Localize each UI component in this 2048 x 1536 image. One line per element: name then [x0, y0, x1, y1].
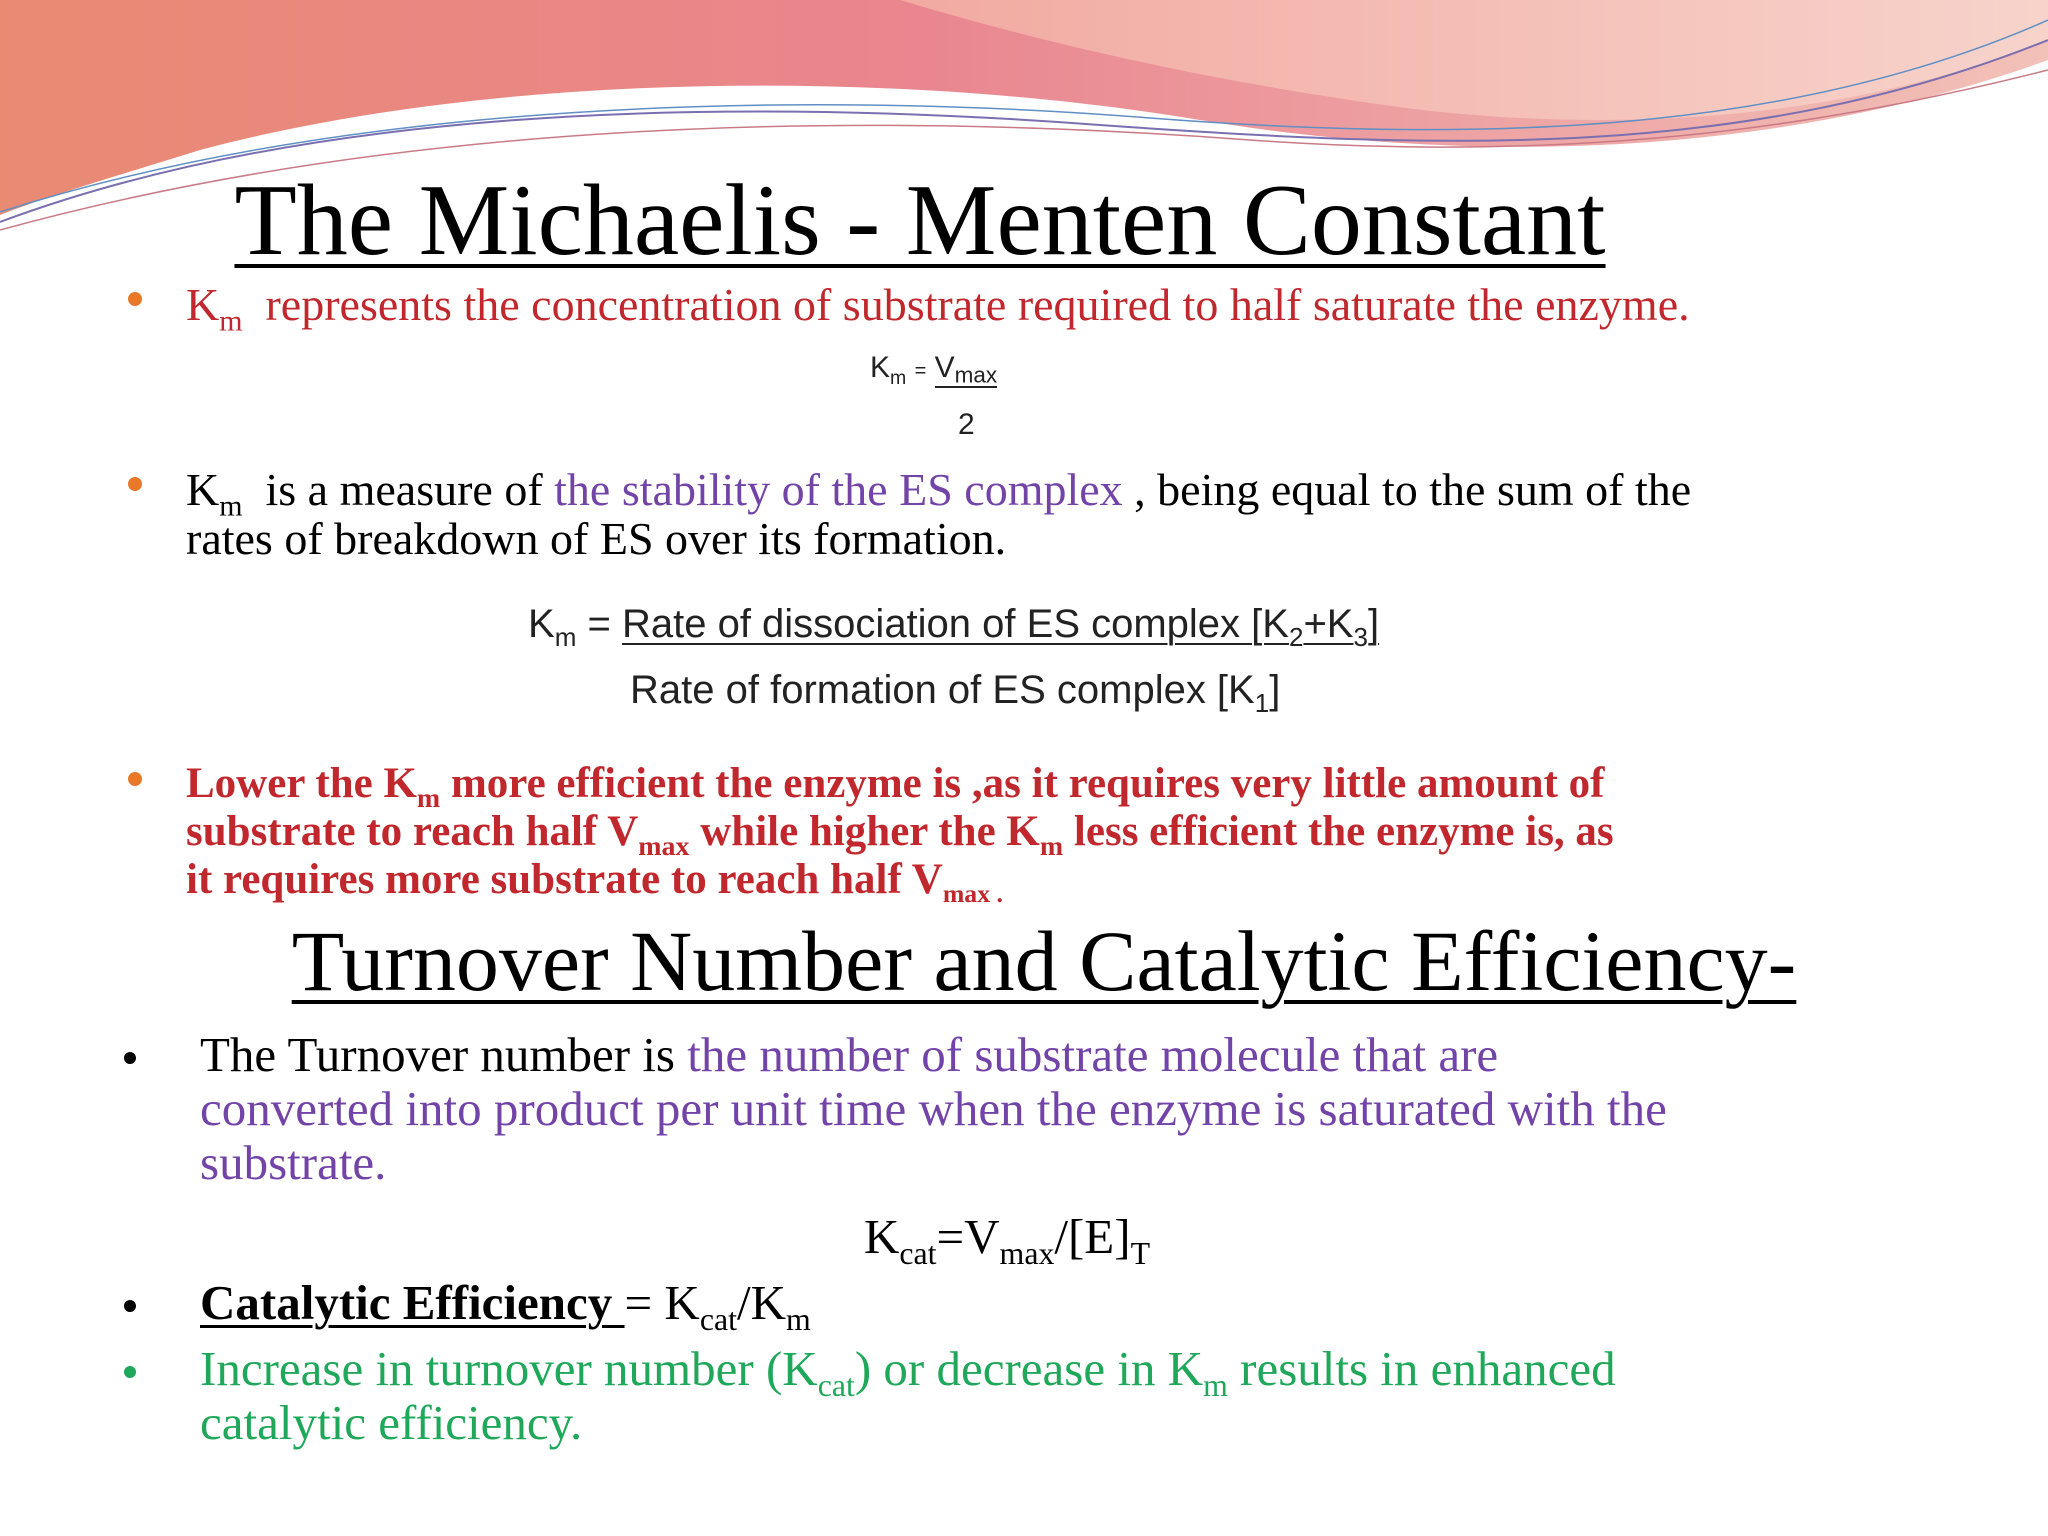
bullet-dot [128, 477, 142, 491]
efficiency-increase: Increase in turnover number $(K_{cat})$ or decrease in $K_m$ results in enhanced catalytic efficiency. [200, 1341, 1616, 1450]
formula-km-rates: $K_m$ = Rate of dissociation of ES complex $[K_2+K_3]$ [528, 602, 1380, 653]
km-definition: $K_m$ represents the concentration of substrate required to half saturate the enzyme. [186, 279, 1690, 338]
bullet-dot [124, 1052, 136, 1064]
kcat-equation: $K_{cat}=V_{max}/[E]_T$ [864, 1209, 1151, 1272]
bullet-dot [128, 292, 142, 306]
km-stability: $K_m$ is a measure of the stability of the ES complex , being equal to the sum of the rates of breakdown of ES over its formation. [186, 464, 1692, 564]
section-title: Turnover Number and Catalytic Efficiency- [291, 913, 1797, 1009]
formula-km-vmax: $K_m = V_{max}$ [870, 351, 998, 389]
bullet-dot [124, 1300, 136, 1312]
formula-km-rates-denominator: Rate of formation of ES complex $[K_1]$ [630, 668, 1281, 719]
catalytic-efficiency: Catalytic Efficiency = $K_{cat}/K_m$ [200, 1275, 811, 1338]
slide-title [0, 164, 1840, 277]
turnover-definition: The Turnover number is the number of substrate molecule that are converted into product per unit time when the enzyme is saturated with the substrate. [200, 1027, 1667, 1190]
km-efficiency: Lower the $K_m$ more efficient the enzyme is ,as it requires very little amount of substrate to reach half $V_{max}$ while higher the $K_m$ less efficient the enzyme is, as it requires more substrate to reach half $V_{max .}$ [186, 760, 1614, 909]
bullet-dot [128, 772, 142, 786]
title-text: The Michaelis - Menten Constant [234, 164, 1606, 277]
bullet-dot [124, 1366, 136, 1378]
formula-km-denominator: 2 [958, 408, 975, 441]
